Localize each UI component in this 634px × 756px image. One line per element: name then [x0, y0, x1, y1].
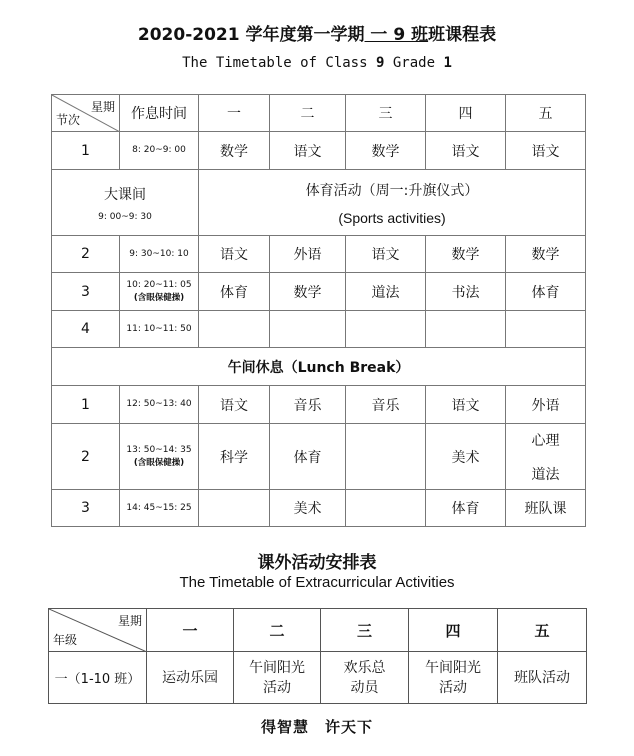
corner-cell: [52, 95, 120, 132]
extra-header-row: [49, 609, 587, 652]
subtitle-text: The Timetable of Class: [182, 55, 376, 71]
eye-exercise-note: (含眼保健操): [133, 457, 185, 468]
day-header: 五: [498, 609, 587, 652]
day-header: 一: [147, 609, 234, 652]
table-row: [52, 236, 586, 273]
period-number: 2: [52, 236, 120, 273]
corner-grade-label: 年级: [53, 633, 78, 647]
subtitle-text-mid: Grade: [384, 55, 444, 71]
class-cell: 班队课: [506, 490, 586, 527]
class-cell: 语文: [199, 386, 270, 424]
table-row: [52, 273, 586, 311]
table-row: [52, 424, 586, 490]
class-cell: 语文: [270, 132, 346, 170]
period-time: 12: 50~13: 40: [120, 386, 199, 424]
class-cell: [506, 311, 586, 348]
period-time: 14: 45~15: 25: [120, 490, 199, 527]
day-header: 二: [270, 95, 346, 132]
break-time: 9: 00~9: 30: [98, 211, 152, 222]
period-time: 11: 10~11: 50: [120, 311, 199, 348]
break-activity-en: (Sports activities): [338, 209, 446, 226]
class-cell: 书法: [426, 273, 506, 311]
corner-weekday-label: 星期: [117, 614, 142, 628]
class-cell: 语文: [426, 386, 506, 424]
period-number: 3: [52, 273, 120, 311]
title-suffix: 班课程表: [428, 25, 497, 45]
timetable-header-row: [52, 95, 586, 132]
extracurricular-title: 课外活动安排表: [257, 553, 377, 573]
day-header: 三: [346, 95, 426, 132]
day-header: 五: [506, 95, 586, 132]
class-cell: 体育: [506, 273, 586, 311]
day-header: 三: [321, 609, 409, 652]
lunch-row: [52, 348, 586, 386]
period-time-cell: [120, 273, 199, 311]
class-cell: 外语: [506, 386, 586, 424]
break-label: 大课间: [104, 186, 146, 203]
class-cell: 音乐: [346, 386, 426, 424]
footer-motto: 得智慧 许天下: [260, 718, 373, 736]
table-row: [49, 652, 587, 704]
break-activity-cn: 体育活动（周一:升旗仪式）: [305, 182, 479, 199]
class-cell: 体育: [199, 273, 270, 311]
day-header: 二: [234, 609, 321, 652]
day-header: 四: [409, 609, 498, 652]
class-cell: [346, 424, 426, 490]
table-row: [52, 490, 586, 527]
table-row: [52, 132, 586, 170]
class-cell: 语文: [506, 132, 586, 170]
period-number: 3: [52, 490, 120, 527]
class-cell: 科学: [199, 424, 270, 490]
class-cell: 语文: [346, 236, 426, 273]
class-cell: 音乐: [270, 386, 346, 424]
corner-weekday-label: 星期: [90, 100, 115, 114]
class-cell: [346, 490, 426, 527]
title-class: 一 9 班: [364, 25, 429, 45]
time-header: 作息时间: [120, 95, 199, 132]
subtitle-grade: 1: [443, 55, 452, 71]
activity-cell: 午间阳光 活动: [409, 652, 498, 704]
class-cell: 语文: [199, 236, 270, 273]
class-cell: 体育: [270, 424, 346, 490]
class-cell: 数学: [346, 132, 426, 170]
day-header: 四: [426, 95, 506, 132]
class-cell-double: [506, 424, 586, 490]
lunch-break-label: 午间休息（Lunch Break）: [52, 348, 586, 386]
period-time: 9: 30~10: 10: [120, 236, 199, 273]
period-number: 1: [52, 386, 120, 424]
class-cell: [199, 490, 270, 527]
class-cell: 数学: [270, 273, 346, 311]
class-cell: 语文: [426, 132, 506, 170]
class-cell: 体育: [426, 490, 506, 527]
day-header: 一: [199, 95, 270, 132]
title-year-term: 2020-2021 学年度第一学期: [137, 25, 365, 45]
class-cell: 数学: [199, 132, 270, 170]
period-number: 4: [52, 311, 120, 348]
table-row: [52, 386, 586, 424]
page-subtitle: [0, 55, 634, 71]
grade-label: 一（1-10 班）: [49, 652, 147, 704]
class-cell: 外语: [270, 236, 346, 273]
break-label-cell: [52, 170, 199, 236]
class-cell: 数学: [506, 236, 586, 273]
period-time: 10: 20~11: 05: [126, 279, 192, 290]
period-time-cell: [120, 424, 199, 490]
class-line: 道法: [531, 466, 560, 483]
class-cell: [426, 311, 506, 348]
page-title: [0, 20, 634, 45]
class-cell: [270, 311, 346, 348]
eye-exercise-note: (含眼保健操): [133, 292, 185, 303]
period-time: 13: 50~14: 35: [126, 444, 192, 455]
period-number: 2: [52, 424, 120, 490]
break-activity-cell: [199, 170, 586, 236]
class-cell: [346, 311, 426, 348]
activity-cell: 运动乐园: [147, 652, 234, 704]
class-cell: 数学: [426, 236, 506, 273]
period-number: 1: [52, 132, 120, 170]
subtitle-class: 9: [375, 55, 385, 71]
class-cell: [199, 311, 270, 348]
activity-cell: 班队活动: [498, 652, 587, 704]
table-row: [52, 311, 586, 348]
period-time: 8: 20~9: 00: [120, 132, 199, 170]
extracurricular-subtitle: The Timetable of Extracurricular Activities: [179, 574, 455, 591]
class-line: 心理: [531, 432, 560, 449]
activity-cell: 午间阳光 活动: [234, 652, 321, 704]
activity-cell: 欢乐总 动员: [321, 652, 409, 704]
extracurricular-table: [48, 608, 587, 704]
corner-period-label: 节次: [56, 113, 81, 127]
break-row: [52, 170, 586, 236]
class-cell: 道法: [346, 273, 426, 311]
class-cell: 美术: [270, 490, 346, 527]
corner-cell: [49, 609, 147, 652]
class-timetable: [51, 94, 586, 527]
class-cell: 美术: [426, 424, 506, 490]
